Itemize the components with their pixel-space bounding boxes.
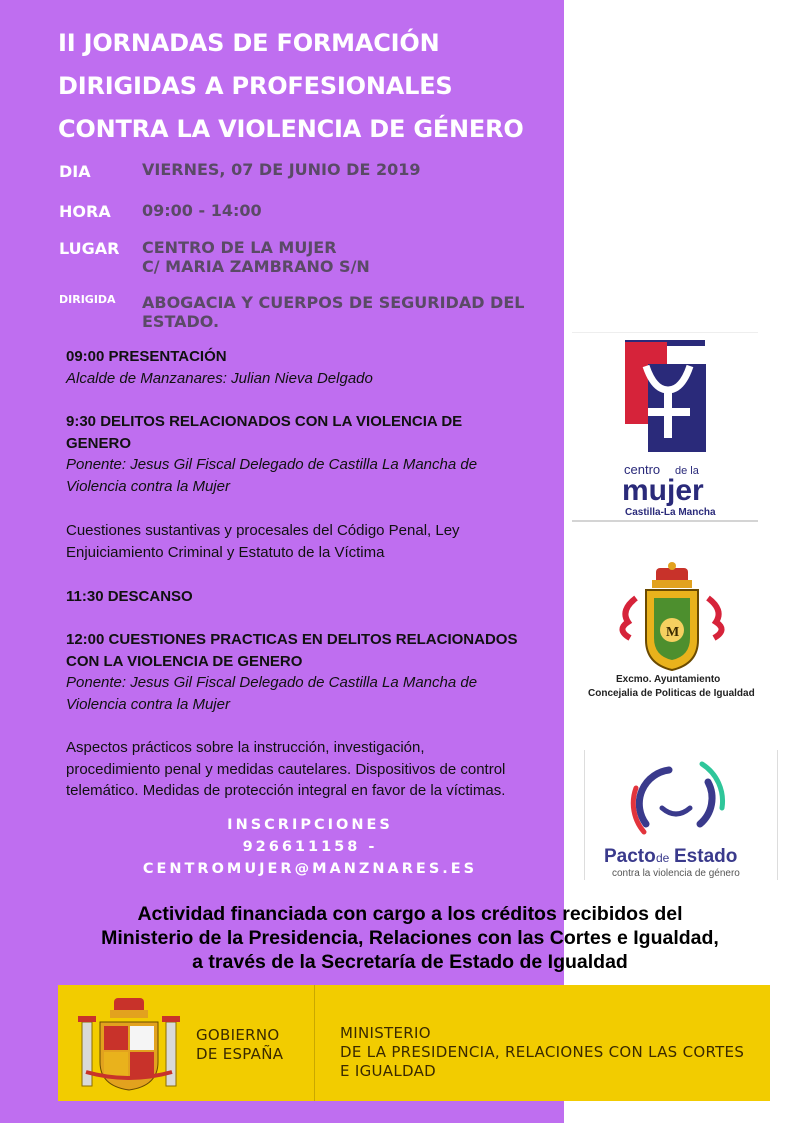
de-word: de <box>656 851 670 865</box>
dia-value <box>142 160 420 179</box>
de-la-word: de la <box>675 465 699 477</box>
program-item-speaker-line-2: Violencia contra la Mujer <box>66 695 230 713</box>
program-item-descanso <box>66 586 546 608</box>
program-item-speaker-line-1: Ponente: Jesus Gil Fiscal Delegado de Castilla La Mancha de <box>66 456 478 473</box>
hora-value <box>142 201 262 220</box>
program-item-cuestiones <box>66 629 546 715</box>
pacto-subtitle: contra la violencia de género <box>612 868 740 879</box>
ministerio-line-1: MINISTERIO <box>340 1024 431 1042</box>
title-line-3: CONTRA LA VIOLENCIA DE GÉNERO <box>58 115 524 143</box>
inscriptions-phone: 926611158 - <box>242 839 378 855</box>
seal-letter: M <box>666 625 680 640</box>
description-line-1: Aspectos prácticos sobre la instrucción, investigación, <box>66 739 425 756</box>
centro-word: centro <box>624 462 661 477</box>
inscriptions-label: INSCRIPCIONES <box>227 817 393 833</box>
program-item-title-line-1: 12:00 CUESTIONES PRACTICAS EN DELITOS RELACIONADOS <box>66 631 518 648</box>
description-line-3: telemático. Medidas de protección integral en favor de la víctimas. <box>66 782 506 799</box>
program-item-title: 11:30 DESCANSO <box>66 588 193 605</box>
funding-line-1: Actividad financiada con cargo a los créditos recibidos del <box>137 903 683 925</box>
description-line-1: Cuestiones sustantivas y procesales del Código Penal, Ley <box>66 522 460 539</box>
funding-line-3: a través de la Secretaría de Estado de Igualdad <box>192 951 628 973</box>
ministerio-line-3: E IGUALDAD <box>340 1062 436 1080</box>
inscriptions-email: CENTROMUJER@MANZNARES.ES <box>142 861 478 877</box>
program-item-speaker-line-1: Ponente: Jesus Gil Fiscal Delegado de Castilla La Mancha de <box>66 674 478 691</box>
description-line-2: Enjuiciamiento Criminal y Estatuto de la Víctima <box>66 543 385 561</box>
pacto-estado-logo <box>584 750 778 880</box>
lugar-value-line-1: CENTRO DE LA MUJER <box>142 238 337 257</box>
hora-label: HORA <box>59 202 111 221</box>
crown-icon <box>652 562 692 588</box>
lugar-value <box>142 238 370 276</box>
inscriptions <box>100 814 520 880</box>
program-item-title-line-1: 9:30 DELITOS RELACIONADOS CON LA VIOLENCIA DE <box>66 413 463 430</box>
program-item-presentacion <box>66 346 546 389</box>
ayuntamiento-logo <box>586 560 772 705</box>
program-item-speaker: Alcalde de Manzanares: Julian Nieva Delgado <box>66 369 373 387</box>
program-item-delitos-description <box>66 520 546 563</box>
government-band-divider <box>314 985 315 1101</box>
program-item-delitos <box>66 411 546 497</box>
event-title <box>58 22 558 151</box>
program-item-cuestiones-description <box>66 737 546 802</box>
description-line-2: procedimiento penal y medidas cautelares. Dispositivos de control <box>66 760 506 778</box>
dirigida-label: DIRIGIDA <box>59 293 116 306</box>
gobierno-espana-text <box>196 1026 283 1064</box>
dirigida-value-line-2: ESTADO. <box>142 312 220 331</box>
program-item-title-line-2: GENERO <box>66 434 132 452</box>
pacto-word: Pacto <box>604 846 656 867</box>
lugar-value-line-2: C/ MARIA ZAMBRANO S/N <box>142 257 370 276</box>
ministerio-line-2: DE LA PRESIDENCIA, RELACIONES CON LAS CORTES <box>340 1043 745 1061</box>
funding-note <box>30 902 790 974</box>
title-line-1: II JORNADAS DE FORMACIÓN <box>58 29 440 57</box>
de-espana-line: DE ESPAÑA <box>196 1045 284 1063</box>
dirigida-value <box>142 293 524 331</box>
lugar-label: LUGAR <box>59 239 120 258</box>
centro-mujer-logo <box>572 332 758 522</box>
ayuntamiento-line-2: Concejalia de Politicas de Igualdad <box>588 688 755 699</box>
title-line-2: DIRIGIDAS A PROFESIONALES <box>58 72 453 100</box>
ayuntamiento-line-1: Excmo. Ayuntamiento <box>616 674 721 685</box>
program-item-title: 09:00 PRESENTACIÓN <box>66 348 227 365</box>
ministerio-text <box>340 1024 744 1081</box>
gobierno-line: GOBIERNO <box>196 1026 280 1044</box>
program-item-title-line-2: CON LA VIOLENCIA DE GENERO <box>66 652 303 670</box>
dia-value-text: VIERNES, 07 DE JUNIO DE 2019 <box>142 160 421 179</box>
hora-value-text: 09:00 - 14:00 <box>142 201 262 220</box>
dia-label: DIA <box>59 162 91 181</box>
castilla-la-mancha-text: Castilla-La Mancha <box>625 507 716 518</box>
funding-line-2: Ministerio de la Presidencia, Relaciones con las Cortes e Igualdad, <box>101 927 719 949</box>
coat-of-arms-icon <box>78 992 180 1094</box>
mujer-word: mujer <box>622 474 704 507</box>
program-item-speaker-line-2: Violencia contra la Mujer <box>66 477 230 495</box>
estado-word: Estado <box>674 846 738 867</box>
dirigida-value-line-1: ABOGACIA Y CUERPOS DE SEGURIDAD DEL <box>142 293 525 312</box>
